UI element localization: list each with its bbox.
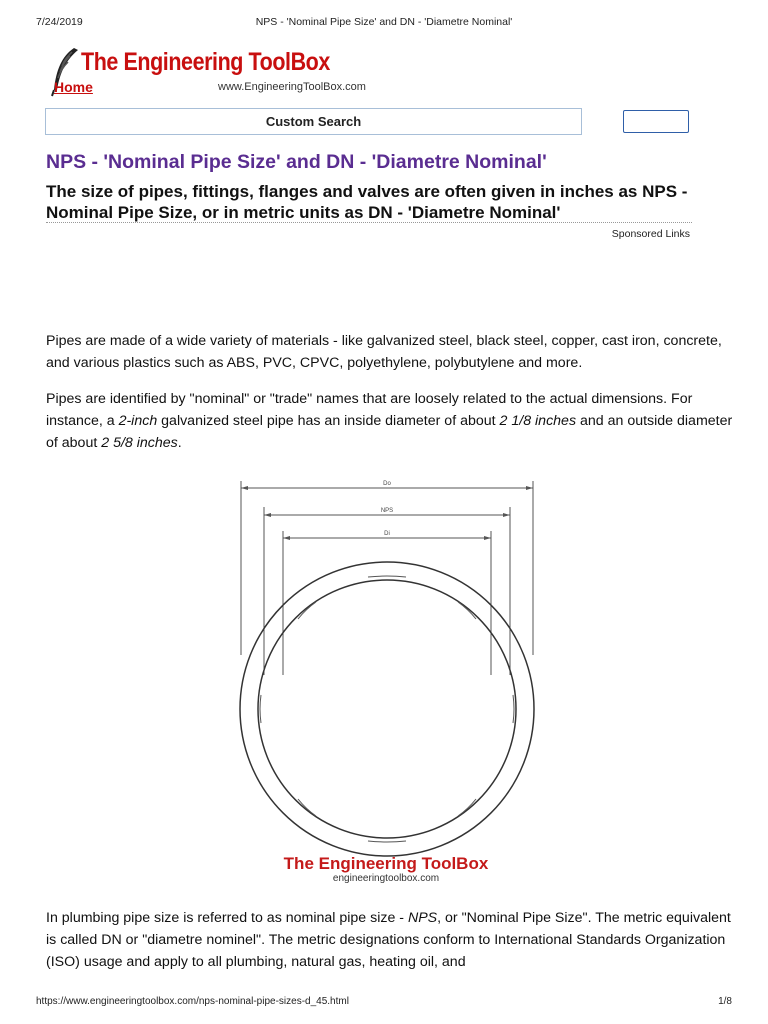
custom-search-input[interactable] [45, 108, 582, 135]
paragraph-plumbing: In plumbing pipe size is referred to as nominal pipe size - NPS, or "Nominal Pipe Size". The metric equivalent is called DN or "diametre nominel". The metric designations conform to International Standards Organization (ISO) usage and apply to all plumbing, natural gas, heating oil, and [46, 910, 731, 970]
pipe-diameter-diagram [228, 475, 546, 915]
print-date: 7/24/2019 [36, 16, 83, 28]
lead-text: The size of pipes, fittings, flanges and valves are often given in inches as NPS - Nominal Pipe Size, or in metric units as DN - 'Diametre Nominal' [46, 182, 688, 222]
divider [46, 222, 692, 223]
nps-label: NPS [380, 508, 394, 514]
custom-search-label: Custom Search [265, 114, 362, 129]
page-url: https://www.engineeringtoolbox.com/nps-nominal-pipe-sizes-d_45.html [36, 996, 349, 1007]
diagram-watermark-title: The Engineering ToolBox [283, 854, 489, 873]
print-footer [0, 996, 768, 1010]
page-number: 1/8 [718, 996, 732, 1007]
home-link[interactable]: Home [54, 79, 93, 95]
diagram-watermark-url: engineeringtoolbox.com [332, 873, 440, 884]
logo-url: www.EngineeringToolBox.com [218, 81, 366, 93]
logo-title: The Engineering ToolBox [81, 48, 330, 76]
search-button[interactable] [623, 110, 689, 133]
pipe-inner-circle [258, 580, 516, 838]
paragraph-nominal-names: Pipes are identified by "nominal" or "trade" names that are loosely related to the actual dimensions. For instance, a 2-inch galvanized steel pipe has an inside diameter of about 2 1/8 inches and an outside diameter of about 2 5/8 inches. [46, 391, 733, 451]
inner-diameter-label: Di [384, 531, 390, 537]
paragraph-materials: Pipes are made of a wide variety of materials - like galvanized steel, black steel, copper, cast iron, concrete, and various plastics such as ABS, PVC, CPVC, polyethylene, polybutylene and more. [46, 333, 722, 371]
outer-diameter-label: Do [383, 481, 391, 487]
print-header [0, 16, 768, 30]
site-logo[interactable] [48, 44, 408, 100]
sponsored-links-label: Sponsored Links [611, 228, 690, 240]
pipe-outer-circle [240, 562, 534, 856]
page-title: NPS - 'Nominal Pipe Size' and DN - 'Diametre Nominal' [46, 151, 547, 173]
print-title: NPS - 'Nominal Pipe Size' and DN - 'Diametre Nominal' [255, 16, 513, 28]
